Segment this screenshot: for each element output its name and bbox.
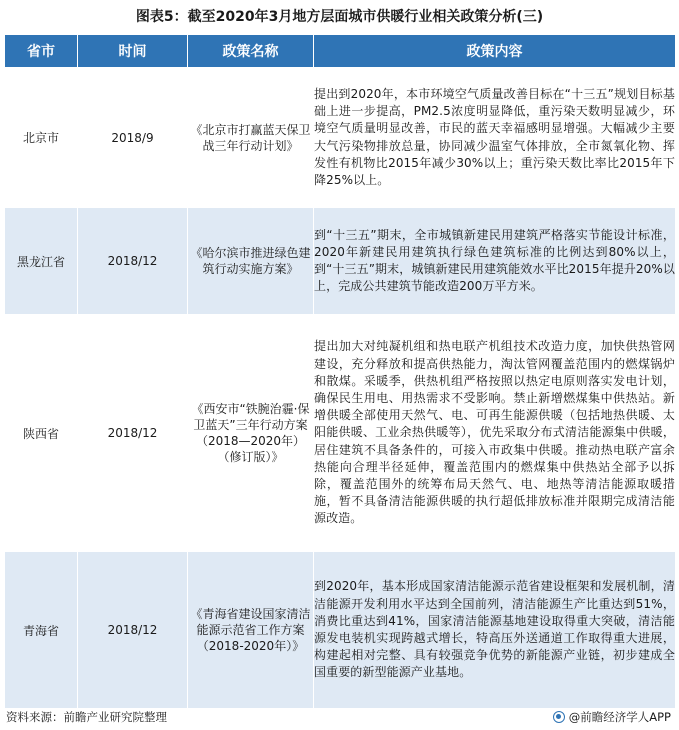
- brand-label: @前瞻经济学人APP: [568, 710, 671, 724]
- header-date: 时间: [78, 35, 188, 68]
- header-policy-name: 政策名称: [188, 35, 314, 68]
- chart-title: 图表5：截至2020年3月地方层面城市供暖行业相关政策分析(三): [135, 9, 544, 25]
- date-cell: 2018/9: [78, 68, 188, 208]
- header-region: 省市: [5, 35, 78, 68]
- policy-name-cell: 《哈尔滨市推进绿色建筑行动实施方案》: [188, 208, 314, 315]
- footer: [0, 707, 679, 727]
- date-cell: 2018/12: [78, 552, 188, 709]
- table-row: [5, 68, 676, 208]
- region-cell: 青海省: [5, 552, 78, 709]
- date-cell: 2018/12: [78, 315, 188, 552]
- table-row: [5, 208, 676, 315]
- brand-logo-icon: [553, 711, 565, 723]
- policy-content-cell: 到2020年，基本形成国家清洁能源示范省建设框架和发展机制，清洁能源开发利用水平达到全国前列，清洁能源生产比重达到51%，消费比重达到41%，国家清洁能源基地建设取得重大突破，清洁能源发电装机实现跨越式增长，特高压外送通道工作取得重大进展，构建起相对完整、具有较强竞争优势的新能源产业链，初步建成全国重要的新型能源产业基地。: [314, 552, 676, 709]
- brand-credit: [553, 709, 671, 725]
- policy-content-cell: 到“十三五”期末，全市城镇新建民用建筑严格落实节能设计标准，2020年新建民用建筑执行绿色建筑标准的比例达到80%以上，到“十三五”期末，城镇新建民用建筑能效水平比2015年提升20%以上，完成公共建筑节能改造200万平方米。: [314, 208, 676, 315]
- table-row: [5, 552, 676, 709]
- region-cell: 陕西省: [5, 315, 78, 552]
- source-note: 资料来源：前瞻产业研究院整理: [6, 710, 167, 724]
- table-row: [5, 315, 676, 552]
- region-cell: 北京市: [5, 68, 78, 208]
- policy-name-cell: 《北京市打赢蓝天保卫战三年行动计划》: [188, 68, 314, 208]
- header-policy-content: 政策内容: [314, 35, 676, 68]
- policy-content-cell: 提出到2020年，本市环境空气质量改善目标在“十三五”规划目标基础上进一步提高，PM2.5浓度明显降低，重污染天数明显减少，环境空气质量明显改善，市民的蓝天幸福感明显增强。大幅减少主要大气污染物排放总量，协同减少温室气体排放，全市氮氧化物、挥发性有机物比2015年减少30%以上；重污染天数比率比2015年下降25%以上。: [314, 68, 676, 208]
- policy-content-cell: 提出加大对纯凝机组和热电联产机组技术改造力度，加快供热管网建设，充分释放和提高供热能力，淘汰管网覆盖范围内的燃煤锅炉和散煤。采暖季，供热机组严格按照以热定电原则落实发电计划，确保民生用电、用热需求不受影响。禁止新增燃煤集中供热站。新增供暖全部使用天然气、电、可再生能源供暖（包括地热供暖、太阳能供暖、工业余热供暖等），优先采取分布式清洁能源集中供暖，居住建筑不具备条件的，可接入市政集中供暖。推动热电联产富余热能向合理半径延伸，覆盖范围内的燃煤集中供热站全部予以拆除，覆盖范围外的统筹布局天然气、电、地热等清洁能源取暖措施，暂不具备清洁能源供暖的执行超低排放标准并限期完成清洁能源改造。: [314, 315, 676, 552]
- policy-name-cell: 《西安市“铁腕治霾·保卫蓝天”三年行动方案（2018—2020年）（修订版）》: [188, 315, 314, 552]
- date-cell: 2018/12: [78, 208, 188, 315]
- policy-table: [4, 34, 676, 709]
- policy-name-cell: 《青海省建设国家清洁能源示范省工作方案（2018-2020年）》: [188, 552, 314, 709]
- table-header-row: [5, 35, 676, 68]
- region-cell: 黑龙江省: [5, 208, 78, 315]
